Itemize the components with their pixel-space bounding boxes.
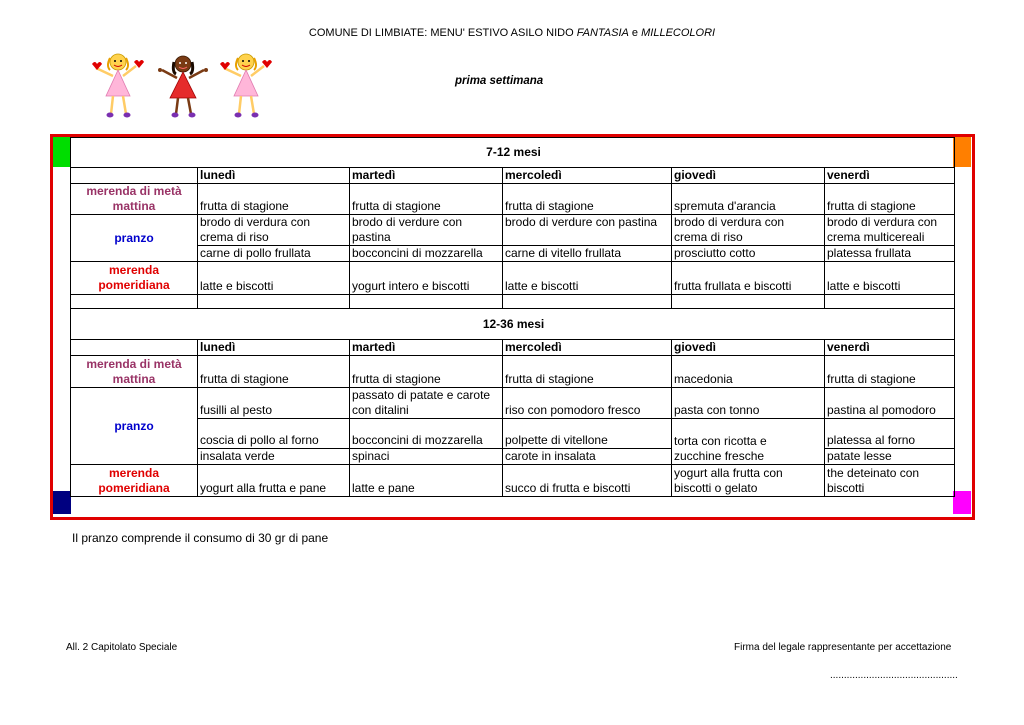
day-header: giovedì xyxy=(672,340,825,356)
menu-cell: frutta di stagione xyxy=(198,356,350,388)
menu-cell: brodo di verdura con crema di riso xyxy=(672,215,825,246)
signature-line: .............................................. xyxy=(830,670,958,681)
week-subtitle: prima settimana xyxy=(455,75,544,87)
section-title-7-12: 7-12 mesi xyxy=(71,138,955,168)
header-joiner: e xyxy=(631,27,639,39)
menu-cell: spremuta d'arancia xyxy=(672,184,825,215)
menu-cell: the deteinato con biscotti xyxy=(825,465,955,497)
day-header: lunedì xyxy=(198,340,350,356)
menu-cell: yogurt intero e biscotti xyxy=(350,262,503,295)
menu-cell: frutta di stagione xyxy=(350,184,503,215)
menu-cell: latte e biscotti xyxy=(503,262,672,295)
menu-table xyxy=(70,137,955,497)
child-left xyxy=(92,54,144,118)
menu-cell: frutta di stagione xyxy=(503,184,672,215)
menu-cell: carne di pollo frullata xyxy=(198,246,350,262)
menu-cell: yogurt alla frutta con biscotti o gelato xyxy=(672,465,825,497)
footer-attachment: All. 2 Capitolato Speciale xyxy=(66,642,178,653)
day-header: mercoledì xyxy=(503,168,672,184)
menu-cell: polpette di vitellone xyxy=(503,419,672,449)
day-header: martedì xyxy=(350,340,503,356)
corner-square-navy xyxy=(53,491,71,514)
menu-cell: brodo di verdura con crema multicereali xyxy=(825,215,955,246)
menu-cell: macedonia xyxy=(672,356,825,388)
header-title: COMUNE DI LIMBIATE: MENU' ESTIVO ASILO NIDO xyxy=(308,27,574,39)
day-header: venerdì xyxy=(825,340,955,356)
menu-cell: insalata verde xyxy=(198,449,350,465)
menu-cell: frutta di stagione xyxy=(825,356,955,388)
menu-cell: riso con pomodoro fresco xyxy=(503,388,672,419)
menu-cell: brodo di verdure con pastina xyxy=(503,215,672,246)
bread-note: Il pranzo comprende il consumo di 30 gr di pane xyxy=(72,531,329,545)
document-header xyxy=(0,27,1024,39)
day-header: giovedì xyxy=(672,168,825,184)
menu-cell: brodo di verdura con crema di riso xyxy=(198,215,350,246)
menu-cell: frutta frullata e biscotti xyxy=(672,262,825,295)
menu-cell: frutta di stagione xyxy=(350,356,503,388)
section-title-12-36: 12-36 mesi xyxy=(71,309,955,340)
day-header: mercoledì xyxy=(503,340,672,356)
corner-square-orange xyxy=(953,137,971,167)
menu-cell: frutta di stagione xyxy=(825,184,955,215)
menu-cell: yogurt alla frutta e pane xyxy=(198,465,350,497)
day-header: venerdì xyxy=(825,168,955,184)
menu-cell: prosciutto cotto xyxy=(672,246,825,262)
menu-cell: fusilli al pesto xyxy=(198,388,350,419)
menu-cell: platessa frullata xyxy=(825,246,955,262)
footer-signature-label: Firma del legale rappresentante per accettazione xyxy=(734,642,952,653)
corner-square-magenta xyxy=(953,491,971,514)
child-middle xyxy=(158,56,208,118)
nido-millecolori: MILLECOLORI xyxy=(641,27,716,39)
menu-cell: latte e biscotti xyxy=(825,262,955,295)
menu-cell: bocconcini di mozzarella xyxy=(350,246,503,262)
menu-cell: frutta di stagione xyxy=(503,356,672,388)
menu-cell: platessa al forno xyxy=(825,419,955,449)
row-label-pranzo: pranzo xyxy=(71,215,198,262)
day-header: lunedì xyxy=(198,168,350,184)
menu-cell: coscia di pollo al forno xyxy=(198,419,350,449)
menu-cell: pastina al pomodoro xyxy=(825,388,955,419)
menu-cell: carne di vitello frullata xyxy=(503,246,672,262)
corner-square-green xyxy=(53,137,71,167)
child-right xyxy=(220,54,272,118)
menu-cell: carote in insalata xyxy=(503,449,672,465)
row-label-merenda-meta: merenda di metà mattina xyxy=(71,356,198,388)
row-label-merenda-meta: merenda di metà mattina xyxy=(71,184,198,215)
menu-cell: spinaci xyxy=(350,449,503,465)
menu-cell: brodo di verdure con pastina xyxy=(350,215,503,246)
row-label-pranzo: pranzo xyxy=(71,388,198,465)
row-label-merenda-pom: merenda pomeridiana xyxy=(71,465,198,497)
row-label-merenda-pom: merenda pomeridiana xyxy=(71,262,198,295)
menu-cell: passato di patate e carote con ditalini xyxy=(350,388,503,419)
menu-cell: latte e pane xyxy=(350,465,503,497)
menu-cell: frutta di stagione xyxy=(198,184,350,215)
menu-cell: patate lesse xyxy=(825,449,955,465)
day-header: martedì xyxy=(350,168,503,184)
menu-cell: pasta con tonno xyxy=(672,388,825,419)
nido-fantasia: FANTASIA xyxy=(576,27,629,39)
menu-cell: succo di frutta e biscotti xyxy=(503,465,672,497)
menu-cell: latte e biscotti xyxy=(198,262,350,295)
menu-cell: bocconcini di mozzarella xyxy=(350,419,503,449)
children-illustration xyxy=(88,48,278,123)
menu-cell: torta con ricotta e zucchine fresche xyxy=(672,419,825,465)
